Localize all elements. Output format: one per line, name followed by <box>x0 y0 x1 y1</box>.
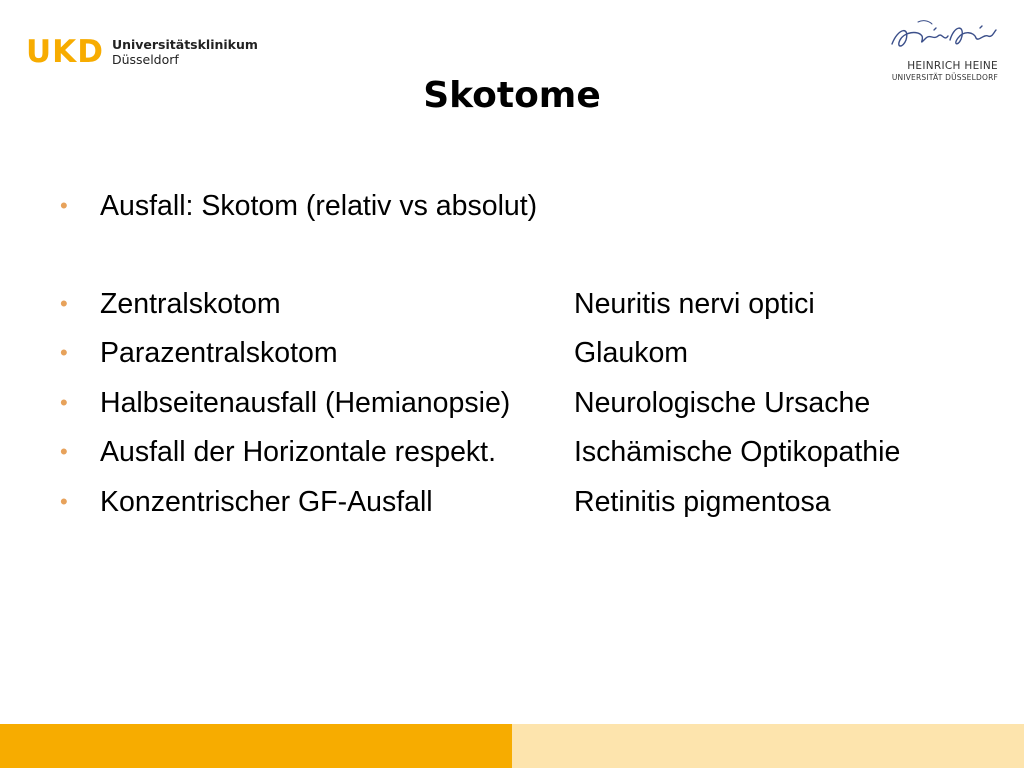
bullet-icon: • <box>60 389 68 415</box>
slide-content <box>58 186 998 531</box>
bullet-icon: • <box>60 340 68 365</box>
bullet-icon: • <box>60 439 68 464</box>
scotoma-type: Ausfall der Horizontale respekt. <box>100 436 497 468</box>
ukd-name-line2: Düsseldorf <box>111 52 179 67</box>
ukd-mark-text: UKD <box>26 34 104 70</box>
bullet-row <box>58 383 998 433</box>
bullet-icon: • <box>60 488 68 514</box>
ukd-mark <box>26 35 104 69</box>
bullet-row <box>58 333 998 383</box>
ukd-name-line1: Universitätsklinikum <box>111 37 258 52</box>
ukd-wordmark <box>112 37 258 67</box>
footer-bar-left <box>0 724 512 768</box>
bullet-row <box>58 432 998 482</box>
bullet-row <box>58 284 998 334</box>
scotoma-cause: Neuritis nervi optici <box>574 287 815 320</box>
scotoma-type: Parazentralskotom <box>100 337 338 369</box>
scotoma-cause: Retinitis pigmentosa <box>574 485 831 518</box>
scotoma-type: Halbseitenausfall (Hemianopsie) <box>100 386 511 419</box>
hhu-university: UNIVERSITÄT DÜSSELDORF <box>891 73 998 82</box>
signature-icon <box>888 18 1000 58</box>
bullet-text: Ausfall: Skotom (relativ vs absolut) <box>100 190 538 222</box>
hhu-name: HEINRICH HEINE <box>907 60 998 72</box>
bullet-icon: • <box>60 290 68 316</box>
ukd-logo <box>26 34 258 70</box>
scotoma-cause: Glaukom <box>574 337 689 369</box>
scotoma-type: Zentralskotom <box>100 287 281 320</box>
scotoma-cause: Ischämische Optikopathie <box>574 436 901 468</box>
scotoma-cause: Neurologische Ursache <box>574 386 871 419</box>
bullet-icon: • <box>60 193 68 218</box>
scotoma-type: Konzentrischer GF-Ausfall <box>100 485 433 518</box>
bullet-row <box>58 482 998 532</box>
slide-title: Skotome <box>423 75 601 116</box>
footer-bar-right <box>512 724 1024 768</box>
bullet-row-intro <box>58 186 998 236</box>
